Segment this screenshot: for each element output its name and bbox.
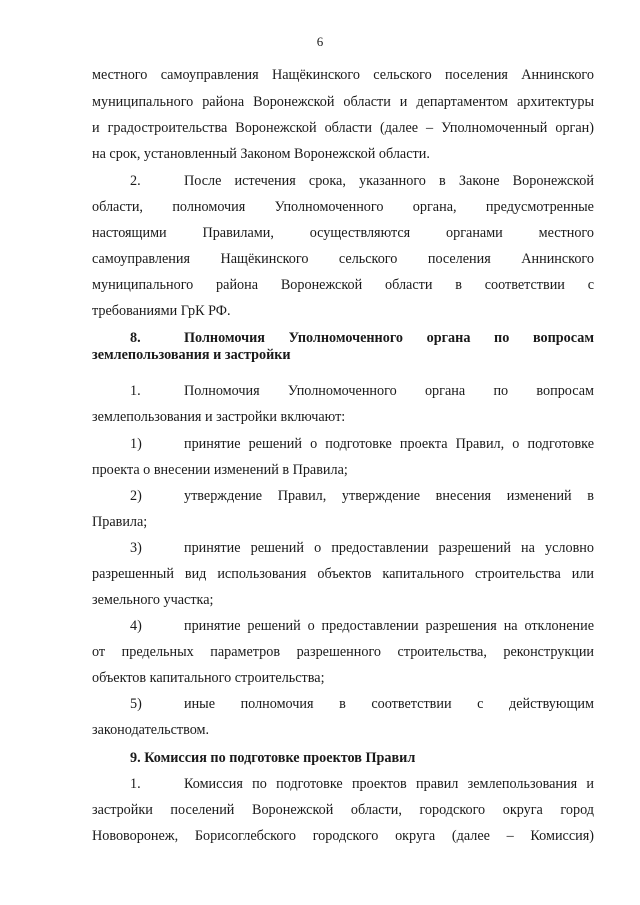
heading-line: Полномочия Уполномоченного органа по вопросам	[184, 330, 594, 346]
text-line: муниципального района Воронежской области в соответствии с	[92, 277, 594, 293]
numbered-paragraph	[130, 771, 594, 797]
section-heading: 9. Комиссия по подготовке проектов Правил	[130, 750, 416, 766]
text-line: местного самоуправления Нащёкинского сельского поселения Аннинского	[92, 67, 594, 83]
text-line: принятие решений о предоставлении разрешений на условно	[184, 540, 594, 556]
page-number: 6	[316, 34, 324, 49]
text-line: настоящими Правилами, осуществляются органами местного	[92, 225, 594, 241]
numbered-paragraph	[130, 168, 594, 194]
list-item	[130, 431, 594, 457]
text-line: и градостроительства Воронежской области (далее – Уполномоченный орган)	[92, 120, 594, 136]
item-marker: 4)	[130, 618, 142, 634]
text-line: разрешенный вид использования объектов капитального строительства или	[92, 566, 594, 582]
text-line: от предельных параметров разрешенного строительства, реконструкции	[92, 644, 594, 660]
item-marker: 1.	[130, 383, 141, 399]
list-item	[130, 691, 594, 717]
text-line: земельного участка;	[92, 592, 214, 608]
text-line: утверждение Правил, утверждение внесения изменений в	[184, 488, 594, 504]
text-line: принятие решений о предоставлении разрешения на отклонение	[184, 618, 594, 634]
text-line: законодательством.	[92, 722, 210, 738]
text-line: Полномочия Уполномоченного органа по вопросам	[184, 383, 594, 399]
text-line: на срок, установленный Законом Воронежской области.	[92, 146, 430, 162]
item-marker: 5)	[130, 696, 142, 712]
text-line: землепользования и застройки включают:	[92, 409, 346, 425]
heading-line: землепользования и застройки	[92, 347, 291, 363]
text-line: проекта о внесении изменений в Правила;	[92, 462, 348, 478]
text-line: иные полномочия в соответствии с действующим	[184, 696, 594, 712]
text-line: самоуправления Нащёкинского сельского поселения Аннинского	[92, 251, 594, 267]
text-line: застройки поселений Воронежской области, городского округа город	[92, 802, 594, 818]
item-marker: 1.	[130, 776, 141, 792]
section-number: 8.	[130, 330, 141, 346]
item-marker: 2.	[130, 173, 141, 189]
text-line: области, полномочия Уполномоченного органа, предусмотренные	[92, 199, 594, 215]
text-line: После истечения срока, указанного в Законе Воронежской	[184, 173, 594, 189]
text-line: принятие решений о подготовке проекта Правил, о подготовке	[184, 436, 594, 452]
text-line: муниципального района Воронежской области и департаментом архитектуры	[92, 94, 594, 110]
item-marker: 3)	[130, 540, 142, 556]
item-marker: 2)	[130, 488, 142, 504]
list-item	[130, 483, 594, 509]
item-marker: 1)	[130, 436, 142, 452]
list-item	[130, 613, 594, 639]
text-line: Комиссия по подготовке проектов правил землепользования и	[184, 776, 594, 792]
text-line: Правила;	[92, 514, 148, 530]
text-line: Нововоронеж, Борисоглебского городского округа (далее – Комиссия)	[92, 828, 594, 844]
numbered-paragraph	[130, 378, 594, 404]
text-line: требованиями ГрК РФ.	[92, 303, 231, 319]
text-line: объектов капитального строительства;	[92, 670, 325, 686]
list-item	[130, 535, 594, 561]
